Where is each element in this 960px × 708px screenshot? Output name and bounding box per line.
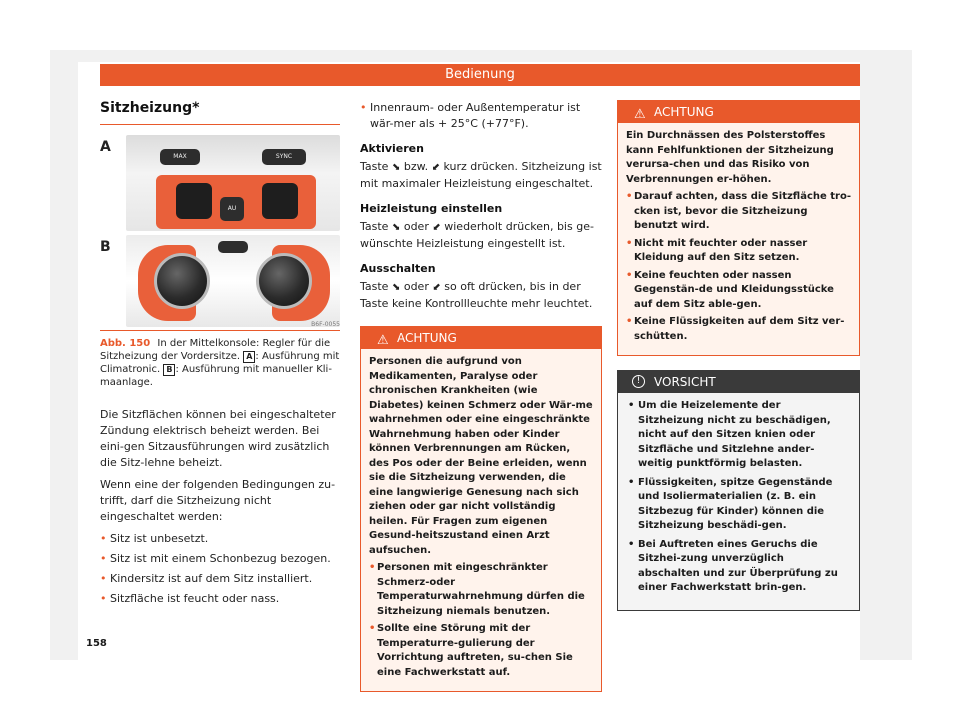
list-item: • Keine feuchten oder nassen Gegenstän-de und Kleidungsstücke auf dem Sitz able-gen. [626,269,851,313]
caption-text-3: : Ausführung mit manueller Kli-maanlage. [100,364,332,388]
warning-box-moisture [617,100,860,356]
text: Taste [360,220,389,233]
knob-right [256,253,312,309]
page-title: Sitzheizung* [100,100,340,125]
text: so oft drücken, bis in der Taste keine Kontrollleuchte mehr leuchtet. [360,280,593,310]
list-item: • Personen mit eingeschränkter Schmerz-oder Temperaturwahrnehmung dürfen die Sitzheizung niemals benutzen. [369,561,593,619]
intro-paragraph: Die Sitzflächen können bei eingeschalteter Zündung elektrisch beheizt werden. Bei eini-gen Sitzausführungen wird zusätzlich die Sitz-lehne beheizt. [100,408,336,469]
list-item: • Flüssigkeiten, spitze Gegenstände und Isoliermaterialien (z. B. ein Sitzbezug für Kinder) können die Sitzheizung beschädi-gen. [628,476,849,534]
list-item: • Bei Auftreten eines Geruchs die Sitzhei-zung unverzüglich abschalten und zur Überprüfung zu einer Fachwerkstatt brin-gen. [628,538,849,596]
paragraph-aktivieren [360,159,602,192]
warning-list [626,190,851,344]
figure-code: B6F-0055 [311,321,340,328]
recirculation-button [218,241,248,253]
figure-seat-heating [100,135,340,331]
auto-button: AU [220,197,244,221]
text: wiederholt drücken, bis ge-wünschte Heizleistung eingestellt ist. [360,220,594,250]
figure-image-climatronic [126,135,340,231]
heading-heizleistung: Heizleistung einstellen [360,202,503,215]
info-circle-icon: ! [632,375,645,388]
seat-heating-left-button [176,183,212,219]
caption-text-1: In der Mittelkonsole: Regler für die Sitzheizung der Vordersitze. [100,338,331,362]
caption-text-2: : Ausführung mit Climatronic. [100,351,340,375]
conditions-list-cont [360,100,602,132]
paragraph-heizleistung [360,219,602,252]
conditions-paragraph: Wenn eine der folgenden Bedingungen zu-trifft, darf die Sitzheizung nicht eingeschaltet werden: [100,478,336,523]
list-item: • Kindersitz ist auf dem Sitz installiert. [100,571,340,587]
section-header: Bedienung [100,64,860,86]
knob-left [154,253,210,309]
warning-triangle-icon: ⚠ [634,107,646,122]
warning-title: ACHTUNG [397,331,457,345]
warning-title: ACHTUNG [654,105,714,119]
list-item: • Sitzfläche ist feucht oder nass. [100,591,340,607]
list-item: • Sollte eine Störung mit der Temperaturre-gulierung der Vorrichtung auftreten, su-chen Sie eine Fachwerkstatt auf. [369,622,593,680]
paragraph-ausschalten [360,279,602,312]
text: kurz drücken. Sitzheizung ist mit maximaler Heizleistung eingeschaltet. [360,160,602,190]
warning-header [361,327,601,349]
caution-box [617,370,860,611]
warning-body [618,123,859,355]
text: Taste [360,160,389,173]
seat-heating-right-icon: ⬋ [432,222,441,233]
seat-heating-right-icon: ⬋ [431,162,440,173]
caption-box-b: B [163,364,175,376]
list-item: • Nicht mit feuchter oder nasser Kleidung auf den Sitz setzen. [626,237,851,266]
seat-heating-left-icon: ⬊ [391,282,401,293]
caution-header [618,371,859,393]
page-number: 158 [86,638,107,649]
seat-heating-left-icon: ⬊ [391,222,401,233]
max-button: MAX [160,149,200,165]
column-right [617,100,860,611]
heading-aktivieren: Aktivieren [360,142,424,155]
list-item: • Innenraum- oder Außentemperatur ist wär-mer als + 25°C (+77°F). [360,100,602,132]
caption-box-a: A [243,351,255,363]
caution-body [618,393,859,610]
column-left [100,100,340,611]
figure-label-b: B [100,239,111,255]
list-item: • Darauf achten, dass die Sitzfläche tro-cken ist, bevor die Sitzheizung benutzt wird. [626,190,851,234]
figure-label-a: A [100,139,111,155]
seat-heating-right-icon: ⬋ [432,282,441,293]
warning-body [361,349,601,691]
list-item: • Sitz ist mit einem Schonbezug bezogen. [100,551,340,567]
column-middle [360,100,602,692]
warning-intro: Ein Durchnässen des Polsterstoffes kann Fehlfunktionen der Sitzheizung verursa-chen und das Risiko von Verbrennungen er-höhen. [626,130,834,185]
figure-caption [100,337,340,389]
figure-image-manual [126,235,340,327]
figure-number: Abb. 150 [100,338,151,349]
text: oder [403,280,429,293]
warning-box-burns [360,326,602,692]
seat-heating-left-icon: ⬊ [391,162,401,173]
warning-triangle-icon: ⚠ [377,333,389,348]
warning-intro: Personen die aufgrund von Medikamenten, Paralyse oder chronischen Krankheiten (wie Diabetes) keinen Schmerz oder Wär-me wahrnehmen oder eine eingeschränkte Wahrnehmung haben oder Kinder können Verbrennungen am Rücken, des Pos oder der Beine erleiden, wenn sie die Sitzheizung verwenden, die eine langwierige Genesung nach sich ziehen oder gar nicht vollständig heilen. Für Fragen zum eigenen Gesund-heitszustand einen Arzt aufsuchen. [369,356,593,556]
conditions-list [100,531,340,607]
caution-title: VORSICHT [654,375,716,389]
list-item: • Keine Flüssigkeiten auf dem Sitz ver-schütten. [626,315,851,344]
heading-ausschalten: Ausschalten [360,262,436,275]
warning-list [369,561,593,680]
text: Taste [360,280,389,293]
text: oder [403,220,429,233]
seat-heating-right-button [262,183,298,219]
caution-list [628,399,849,596]
warning-header [618,101,859,123]
text: bzw. [403,160,429,173]
list-item: • Sitz ist unbesetzt. [100,531,340,547]
list-item: • Um die Heizelemente der Sitzheizung nicht zu beschädigen, nicht auf den Sitzen knien oder Sitzfläche und Sitzlehne ander-weitig punktförmig belasten. [628,399,849,472]
sync-button: SYNC [262,149,306,165]
